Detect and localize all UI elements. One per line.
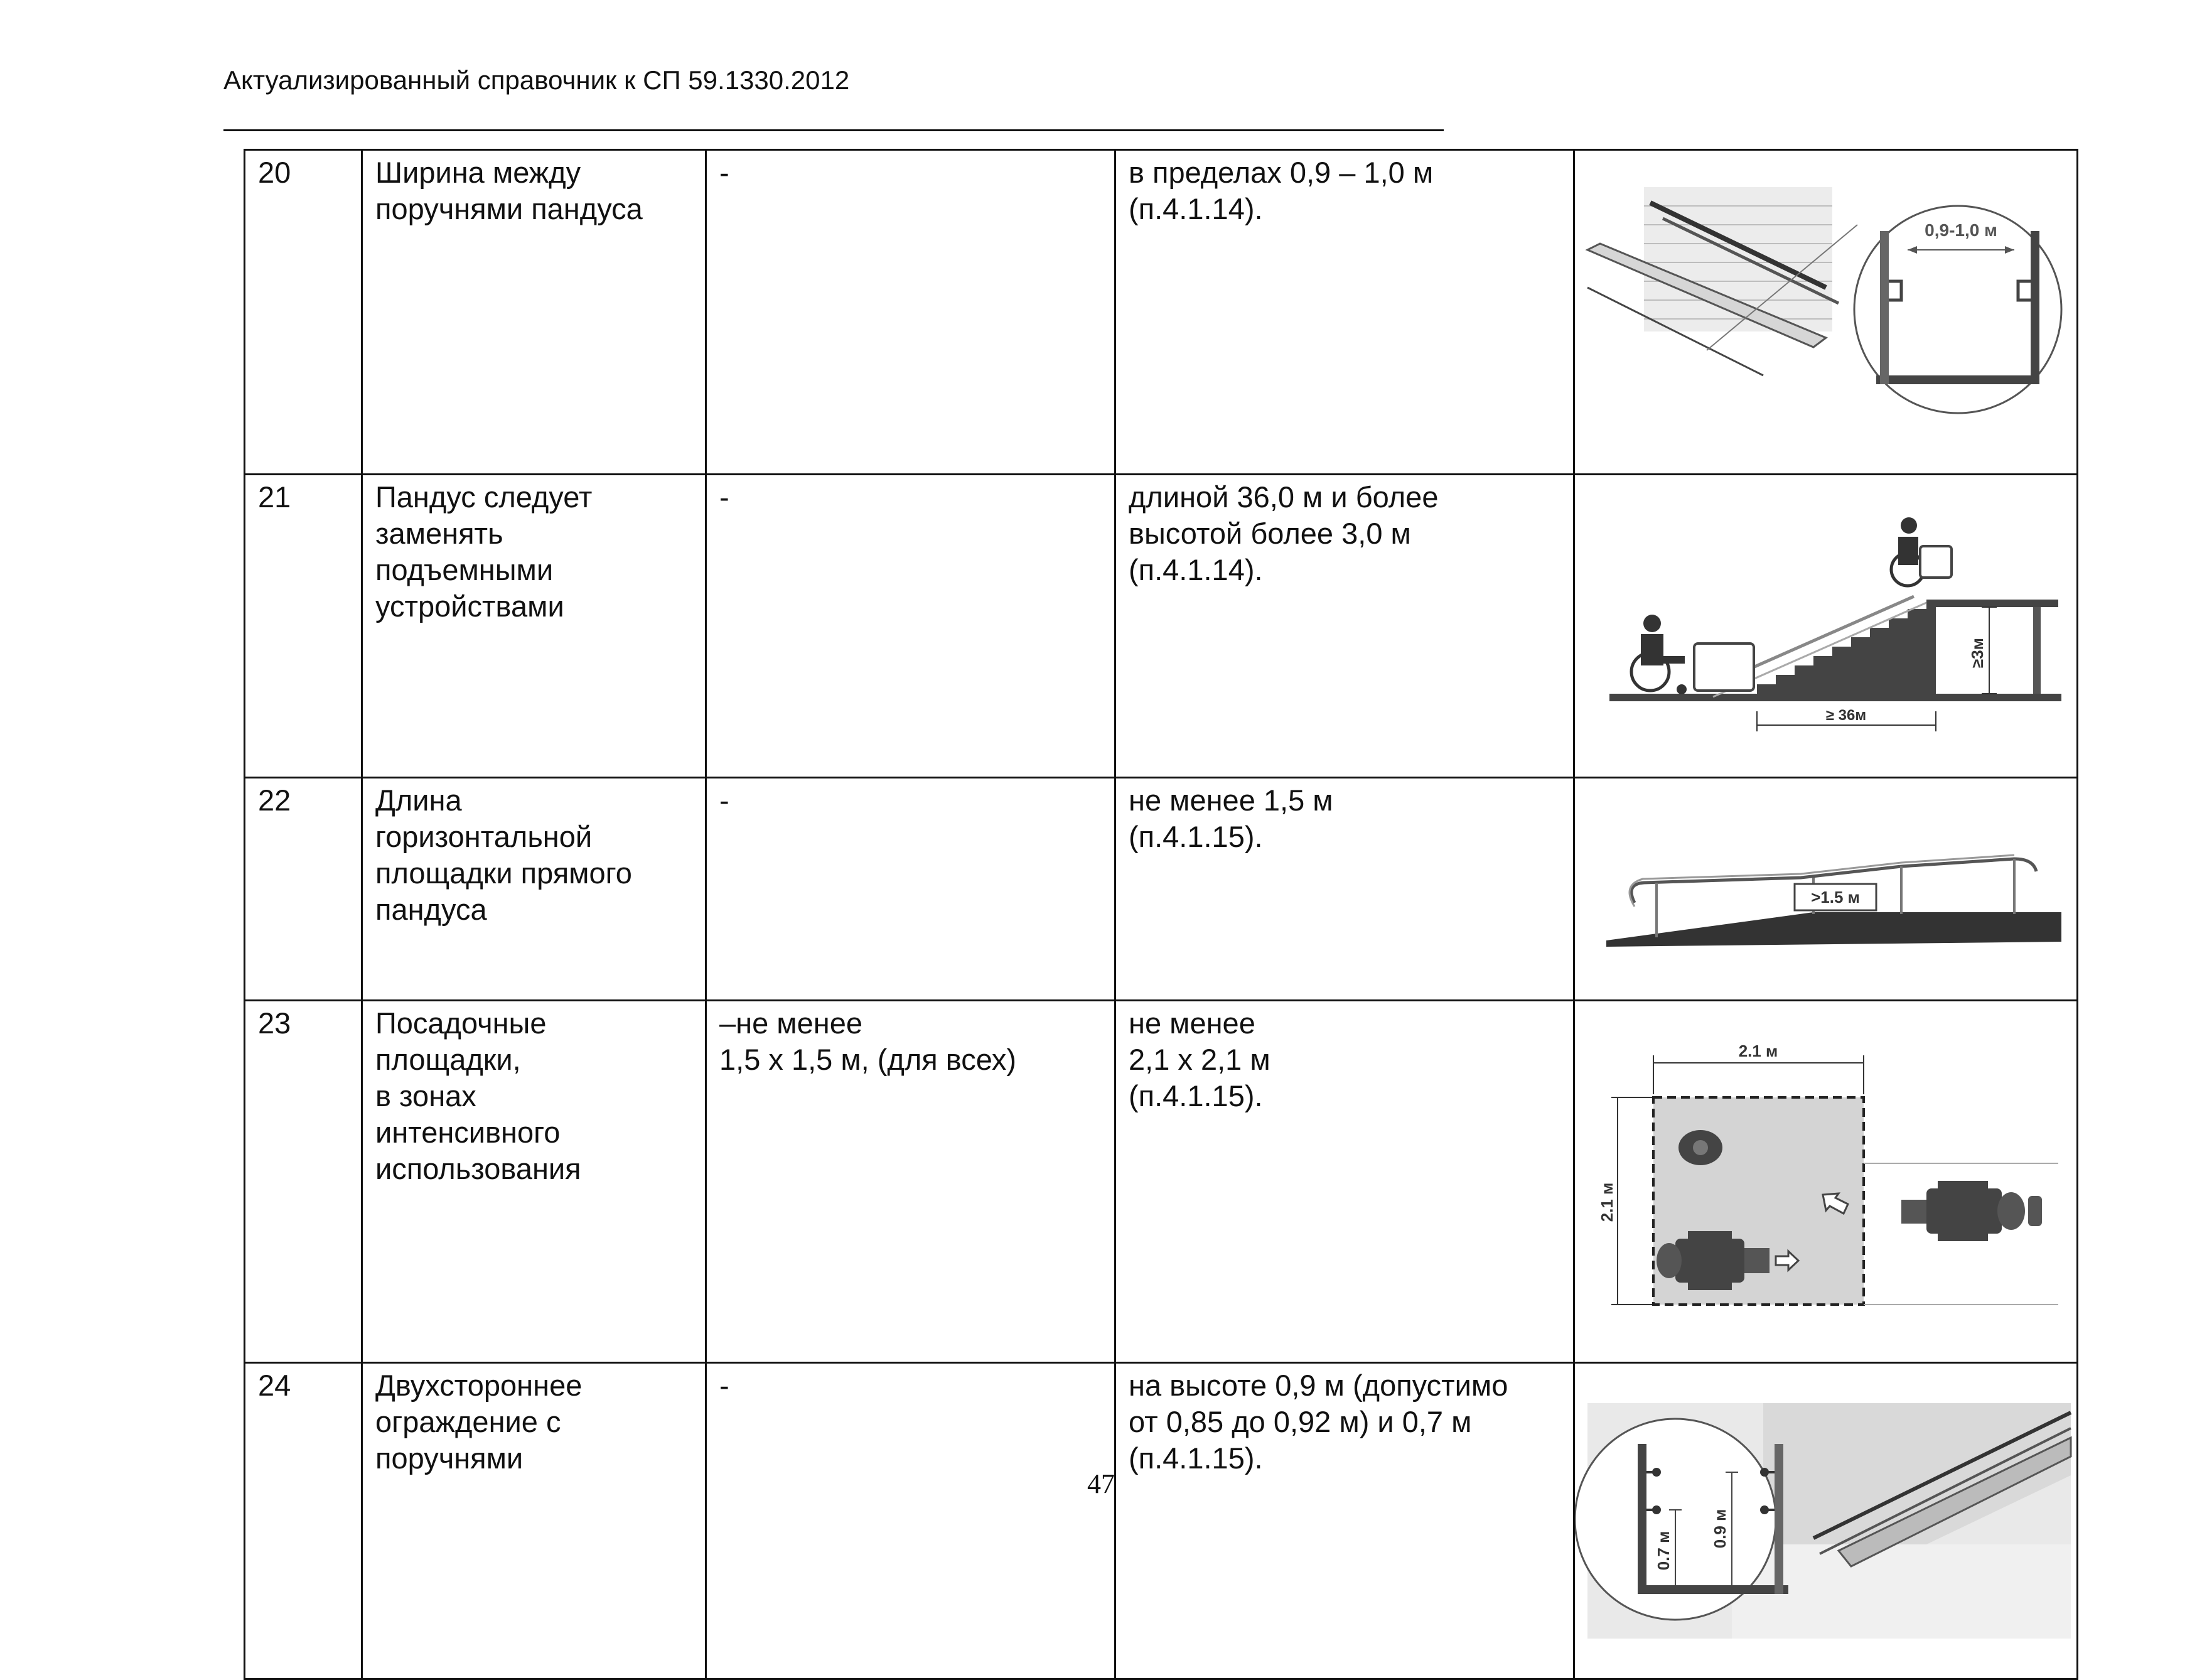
high-handrail-label: 0.9 м [1711, 1509, 1729, 1549]
row-number: 23 [245, 1001, 362, 1363]
ramp-platform-figure [1575, 815, 2075, 963]
double-handrail-figure [1575, 1400, 2075, 1642]
table-row-22 [245, 778, 2078, 1001]
table-row-23 [245, 1001, 2078, 1363]
handrail-width-figure [1575, 187, 2075, 437]
page-number: 47 [1087, 1468, 1115, 1499]
height-label: ≥3м [1968, 638, 1987, 668]
low-handrail-label: 0.7 м [1654, 1531, 1673, 1571]
requirement-name: Посадочные площадки, в зонах интенсивного использования [362, 1001, 706, 1363]
requirement-name: Длина горизонтальной площадки прямого пандуса [362, 778, 706, 1001]
figure-cell [1574, 475, 2078, 778]
figure-cell [1574, 1001, 2078, 1363]
length-label: ≥ 36м [1825, 707, 1867, 724]
general-value: - [706, 475, 1115, 778]
general-value: - [706, 778, 1115, 1001]
figure-cell [1574, 778, 2078, 1001]
figure-cell [1574, 150, 2078, 475]
requirements-table [244, 149, 2078, 1680]
row-number: 21 [245, 475, 362, 778]
table-row-24 [245, 1363, 2078, 1679]
figure-label: 0,9-1,0 м [1925, 220, 1997, 240]
height-label: 2.1 м [1598, 1182, 1616, 1222]
norm-value: не менее 1,5 м (п.4.1.15). [1115, 778, 1574, 1001]
row-number: 20 [245, 150, 362, 475]
requirement-name: Двухстороннее ограждение с поручнями [362, 1363, 706, 1679]
general-value: - [706, 150, 1115, 475]
norm-value: на высоте 0,9 м (допустимо от 0,85 до 0,92 м) и 0,7 м (п.4.1.15). [1115, 1363, 1574, 1679]
width-label: 2.1 м [1738, 1042, 1778, 1060]
general-value: - [706, 1363, 1115, 1679]
general-value: –не менее 1,5 х 1,5 м, (для всех) [706, 1001, 1115, 1363]
lift-replacement-figure [1575, 512, 2075, 740]
figure-cell [1574, 1363, 2078, 1679]
table-row-20 [245, 150, 2078, 475]
requirement-name: Пандус следует заменять подъемными устройствами [362, 475, 706, 778]
landing-area-figure [1575, 1038, 2075, 1325]
header-title: Актуализированный справочник к СП 59.1330.2012 [223, 65, 850, 95]
norm-value: в пределах 0,9 – 1,0 м (п.4.1.14). [1115, 150, 1574, 475]
norm-value: не менее 2,1 х 2,1 м (п.4.1.15). [1115, 1001, 1574, 1363]
norm-value: длиной 36,0 м и более высотой более 3,0 м (п.4.1.14). [1115, 475, 1574, 778]
table-row-21 [245, 475, 2078, 778]
requirement-name: Ширина между поручнями пандуса [362, 150, 706, 475]
header-divider [223, 129, 1444, 131]
row-number: 24 [245, 1363, 362, 1679]
row-number: 22 [245, 778, 362, 1001]
figure-label: >1.5 м [1811, 888, 1860, 907]
